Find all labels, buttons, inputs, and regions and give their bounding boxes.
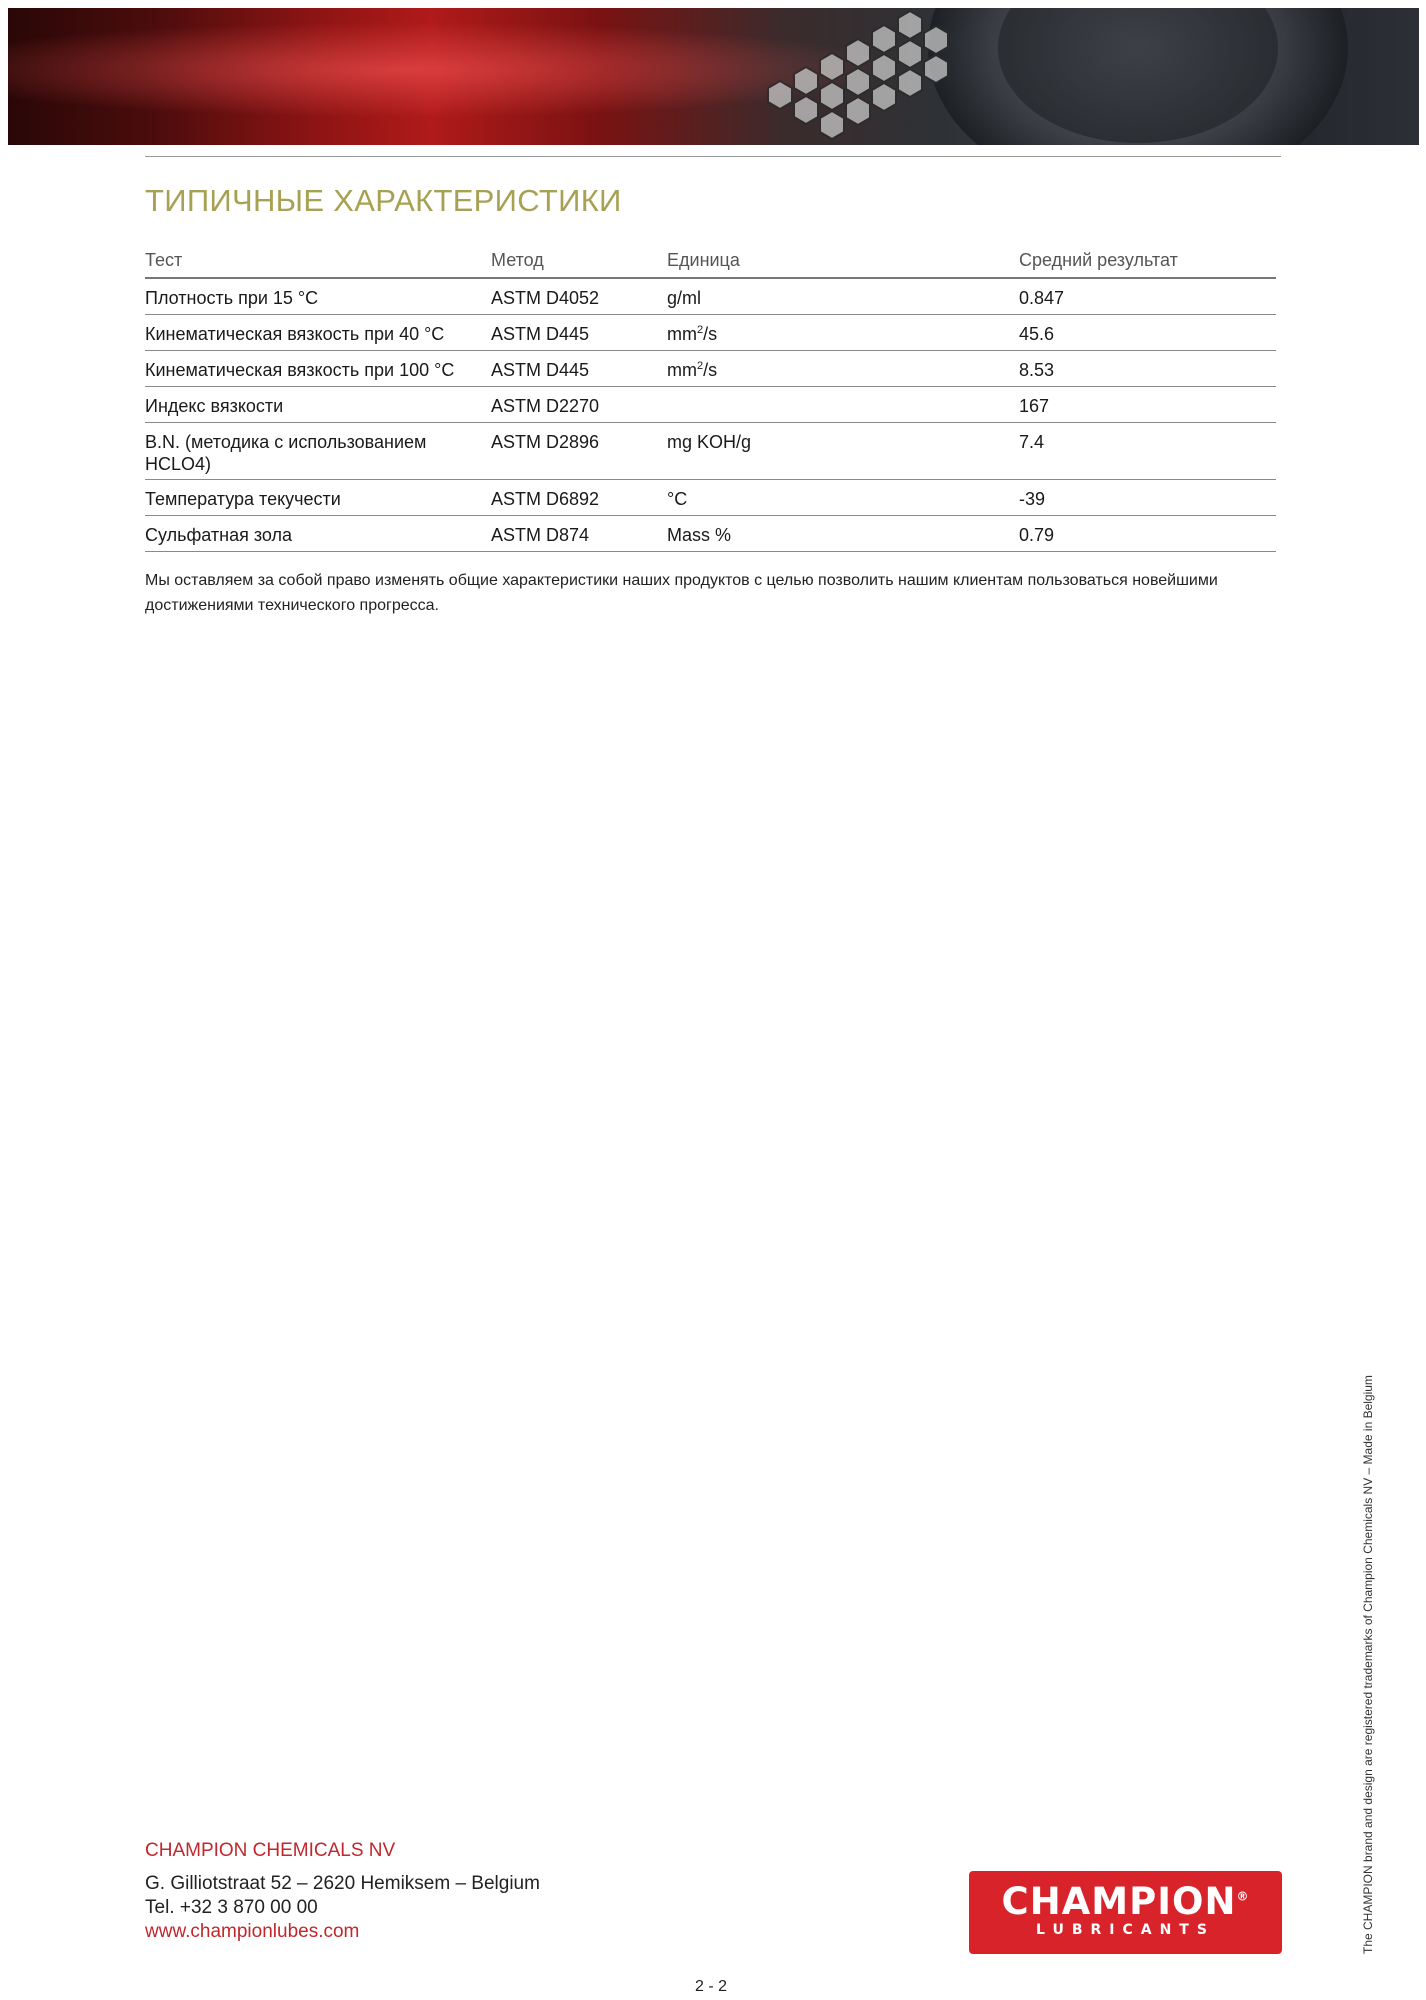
result-cell: 0.847 — [1019, 288, 1065, 308]
unit-text: mm — [667, 324, 697, 344]
unit-text: mg KOH/g — [667, 432, 752, 452]
unit-cell — [667, 287, 997, 309]
test-cell: Сульфатная зола — [145, 525, 293, 545]
header-banner-image — [8, 8, 1419, 145]
unit-tail: /s — [703, 360, 718, 380]
method-cell: ASTM D874 — [491, 525, 590, 545]
disclaimer-text: Мы оставляем за собой право изменять общие характеристики наших продуктов с целью позволить нашим клиентам пользоваться новейшими достижениями технического прогресса. — [145, 572, 1218, 614]
company-phone: Tel. +32 3 870 00 00 — [145, 1897, 318, 1918]
table-row — [145, 423, 1276, 480]
method-cell: ASTM D4052 — [491, 288, 600, 308]
column-header-unit: Единица — [667, 250, 740, 270]
column-header-method: Метод — [491, 250, 544, 270]
result-cell: -39 — [1019, 489, 1046, 509]
test-cell: Индекс вязкости — [145, 396, 284, 416]
unit-text: Mass % — [667, 525, 732, 545]
result-cell: 45.6 — [1019, 324, 1055, 344]
company-name: CHAMPION CHEMICALS NV — [145, 1840, 396, 1861]
unit-cell — [667, 359, 997, 381]
company-contact — [145, 1840, 540, 1944]
test-cell: Кинематическая вязкость при 100 °C — [145, 360, 455, 380]
logo-subtext: LUBRICANTS — [1036, 1922, 1215, 1938]
result-cell: 167 — [1019, 396, 1050, 416]
method-cell: ASTM D6892 — [491, 489, 600, 509]
trademark-notice: The CHAMPION brand and design are registered trademarks of Champion Chemicals NV – Made in Belgium — [1361, 1375, 1375, 1954]
page-number: 2 - 2 — [695, 1978, 728, 1995]
test-cell: B.N. (методика с использованием HCLO4) — [145, 432, 427, 474]
unit-cell — [667, 524, 997, 546]
column-header-test: Тест — [145, 250, 183, 270]
test-cell: Кинематическая вязкость при 40 °C — [145, 324, 445, 344]
table-row — [145, 351, 1276, 387]
logo-main-text: CHAMPION — [1001, 1880, 1237, 1923]
unit-cell — [667, 323, 997, 345]
method-cell: ASTM D2270 — [491, 396, 600, 416]
unit-text: g/ml — [667, 288, 702, 308]
test-cell: Температура текучести — [145, 489, 341, 509]
result-cell: 8.53 — [1019, 360, 1055, 380]
unit-cell — [667, 431, 997, 453]
result-cell: 7.4 — [1019, 432, 1045, 452]
method-cell: ASTM D445 — [491, 324, 590, 344]
result-cell: 0.79 — [1019, 525, 1055, 545]
table-row — [145, 315, 1276, 351]
unit-superscript: 2 — [697, 324, 704, 336]
method-cell: ASTM D2896 — [491, 432, 600, 452]
company-website-link[interactable]: www.championlubes.com — [145, 1921, 360, 1942]
unit-cell — [667, 488, 997, 510]
registered-mark: ® — [1236, 1889, 1250, 1904]
table-header-row — [145, 244, 1276, 279]
table-row — [145, 387, 1276, 423]
method-cell: ASTM D445 — [491, 360, 590, 380]
table-row — [145, 279, 1276, 315]
top-divider — [145, 156, 1281, 157]
company-address: G. Gilliotstraat 52 – 2620 Hemiksem – Belgium — [145, 1873, 540, 1894]
unit-text: mm — [667, 360, 697, 380]
table-row — [145, 480, 1276, 516]
section-title: ТИПИЧНЫЕ ХАРАКТЕРИСТИКИ — [145, 183, 622, 218]
unit-tail: /s — [703, 324, 718, 344]
table-row — [145, 516, 1276, 552]
champion-logo — [969, 1871, 1282, 1954]
unit-superscript: 2 — [697, 360, 704, 372]
test-cell: Плотность при 15 °C — [145, 288, 319, 308]
column-header-result: Средний результат — [1019, 250, 1178, 270]
hexagon-pattern-image — [8, 8, 1419, 145]
characteristics-table — [145, 244, 1276, 552]
unit-text: °C — [667, 489, 688, 509]
logo-wordmark — [969, 1880, 1282, 1923]
